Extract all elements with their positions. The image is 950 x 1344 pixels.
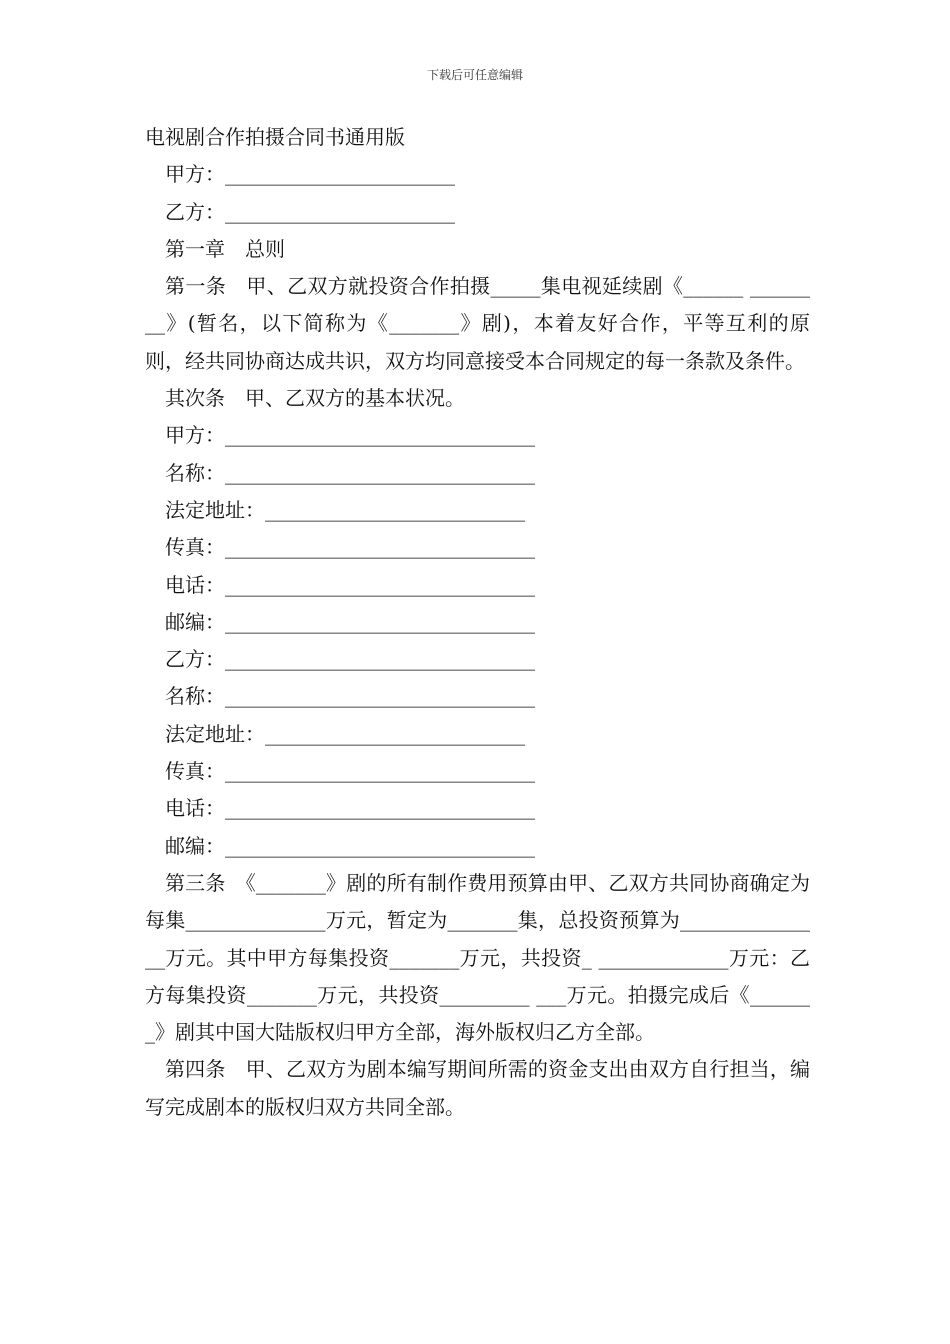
a-fax-field: 传真：_______________________________: [165, 535, 535, 560]
b-postcode-field: 邮编：_______________________________: [165, 833, 535, 858]
a-name-field: 名称：_______________________________: [165, 460, 535, 485]
party-b-line: 乙方：_______________________: [165, 199, 455, 224]
a-address-field: 法定地址：__________________________: [165, 497, 525, 522]
page-header-note: 下载后可任意编辑: [426, 68, 523, 82]
article-4: 第四条 甲、乙双方为剧本编写期间所需的资金支出由双方自行担当，编写完成剧本的版权归双方共同全部。: [145, 1057, 810, 1119]
party-a-line: 甲方：_______________________: [165, 162, 455, 187]
b-name-field: 名称：_______________________________: [165, 684, 535, 709]
article-2: 其次条 甲、乙双方的基本状况。: [165, 386, 465, 411]
document-title: 电视剧合作拍摄合同书通用版: [145, 125, 405, 149]
a-phone-field: 电话：_______________________________: [165, 572, 535, 597]
a-party-field: 甲方：_______________________________: [165, 423, 535, 448]
b-party-field: 乙方：_______________________________: [165, 647, 535, 672]
a-postcode-field: 邮编：_______________________________: [165, 609, 535, 634]
b-address-field: 法定地址：__________________________: [165, 721, 525, 746]
article-1: 第一条 甲、乙双方就投资合作拍摄_____集电视延续剧《______ ________》(暂名，以下简称为《_______》剧)，本着友好合作，平等互利的原则，经共同协商达成共识，双方均同意接受本合同规定的每一条款及条件。: [145, 274, 810, 373]
article-3: 第三条 《_______》剧的所有制作费用预算由甲、乙双方共同协商确定为每集______________万元，暂定为_______集，总投资预算为_______________万元。其中甲方每集投资_______万元，共投资_ _____________万元：乙方每集投资_______万元，共投资_________ ___万元。拍摄完成后《_______》剧其中国大陆版权归甲方全部，海外版权归乙方全部。: [145, 870, 810, 1045]
document-body: [145, 119, 810, 1126]
chapter-heading: 第一章 总则: [165, 236, 285, 261]
b-phone-field: 电话：_______________________________: [165, 796, 535, 821]
b-fax-field: 传真：_______________________________: [165, 759, 535, 784]
